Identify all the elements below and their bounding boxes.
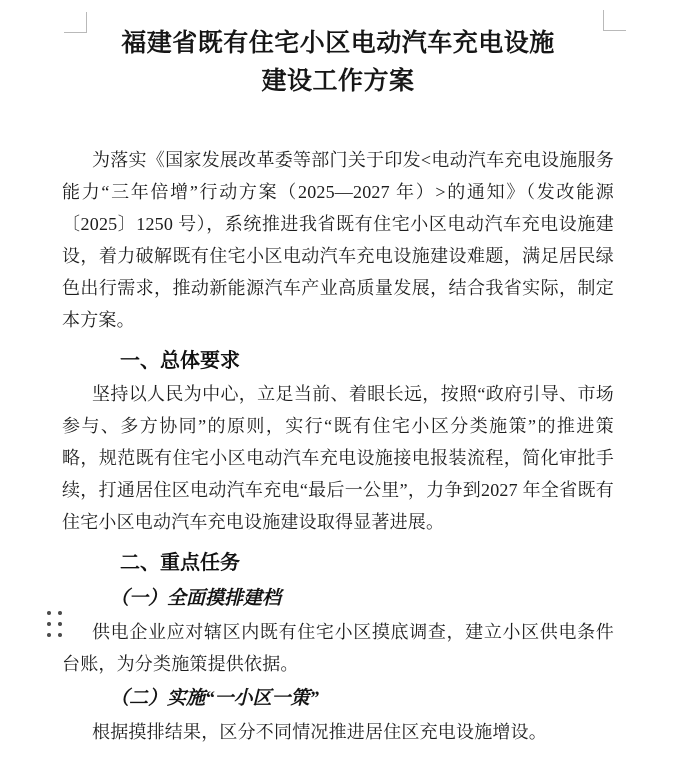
overall-requirements-paragraph: 坚持以人民为中心，立足当前、着眼长远，按照“政府引导、市场参与、多方协同”的原则，实行“既有住宅小区分类施策”的推进策略，规范既有住宅小区电动汽车充电设施接电报装流程，简化审批手续，打通居住区电动汽车充电“最后一公里”，力争到2027 年全省既有住宅小区电动汽车充电设施建设取得显著进展。 xyxy=(62,384,614,532)
section-heading-key-tasks: 二、重点任务 xyxy=(120,552,240,574)
drag-dots-icon xyxy=(47,611,51,615)
drag-dots-icon xyxy=(58,633,62,637)
one-community-one-policy-paragraph: 根据摸排结果，区分不同情况推进居住区充电设施增设。 xyxy=(92,722,547,742)
drag-dots-icon xyxy=(47,622,51,626)
subsection-heading-survey-archive: （一）全面摸排建档 xyxy=(110,588,282,609)
text-boundary-mark-top-left xyxy=(64,12,87,33)
subsection-heading-one-community-one-policy: （二）实施“一小区一策” xyxy=(110,688,320,709)
intro-paragraph: 为落实《国家发展改革委等部门关于印发<电动汽车充电设施服务能力“三年倍增”行动方案（2025—2027 年）>的通知》（发改能源〔2025〕1250 号），系统推进我省既有住宅小区电动汽车充电设施建设，着力破解既有住宅小区电动汽车充电设施建设难题，满足居民绿色出行需求，推动新能源汽车产业高质量发展，结合我省实际，制定本方案。 xyxy=(62,150,614,330)
drag-dots-icon xyxy=(58,622,62,626)
document-title-line2: 建设工作方案 xyxy=(261,67,415,95)
drag-dots-icon xyxy=(47,633,51,637)
document-title xyxy=(62,24,614,100)
section-heading-overall-requirements: 一、总体要求 xyxy=(120,350,240,372)
drag-dots-icon xyxy=(58,611,62,615)
paragraph-drag-handle[interactable] xyxy=(43,608,65,640)
survey-archive-paragraph: 供电企业应对辖区内既有住宅小区摸底调查，建立小区供电条件台账，为分类施策提供依据。 xyxy=(62,622,614,674)
text-boundary-mark-top-right xyxy=(603,10,626,31)
document-title-line1: 福建省既有住宅小区电动汽车充电设施 xyxy=(121,29,555,57)
